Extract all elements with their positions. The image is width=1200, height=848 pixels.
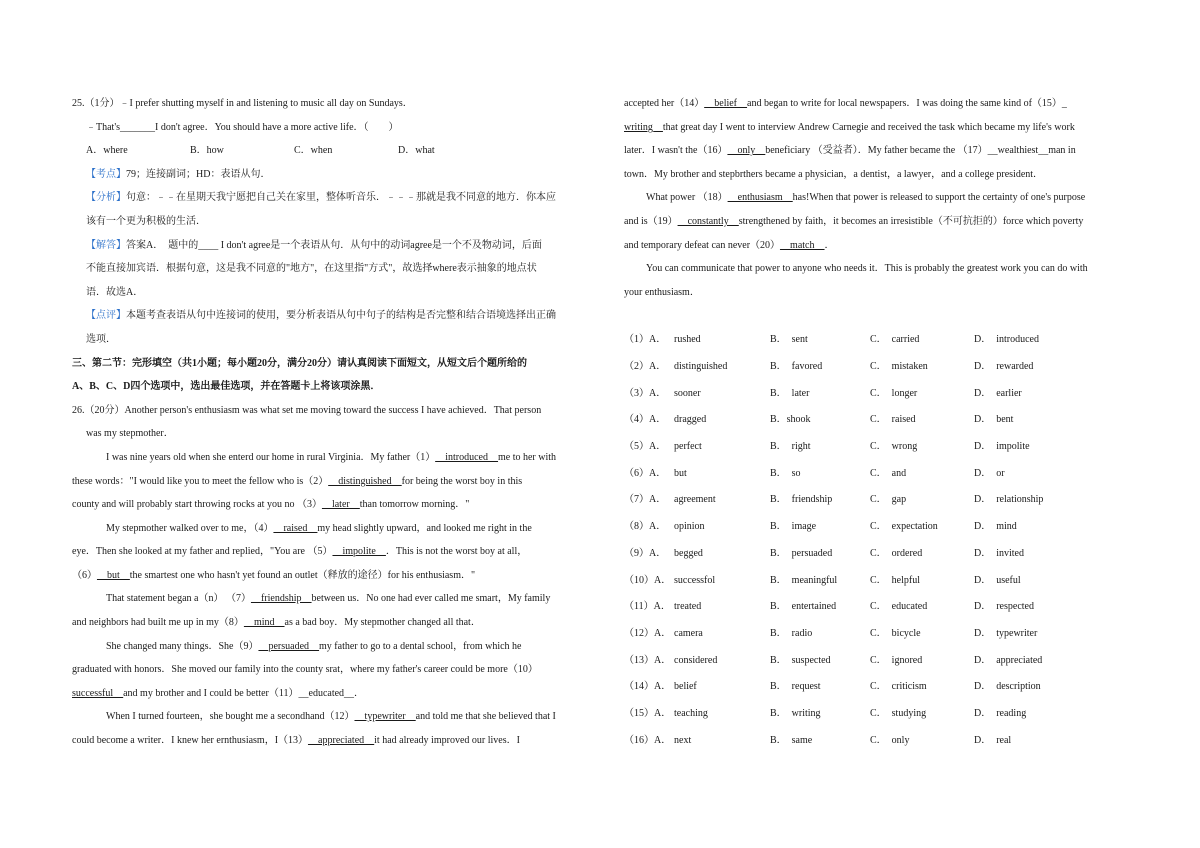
option-a: sooner: [674, 387, 701, 399]
answer-blank: writing__: [624, 121, 663, 133]
kaodian-text: 79；连接副词；HD：表语从句．: [126, 168, 271, 180]
fenxi-text: 句意：﹣﹣在星期天我宁愿把自己关在家里，整体听音乐．﹣﹣﹣那就是我不同意的地方．你本应: [126, 192, 556, 204]
jieda: [72, 234, 590, 258]
q25-stem-line2: ﹣That's_______I don't agree．You should have a more active life．（ ）: [86, 121, 399, 133]
passage-text: beneficiary （受益者）．My father became the （17）__wealthiest__man in: [765, 145, 1076, 157]
option-a: successfol: [674, 574, 716, 586]
passage-text: between us．No one had ever called me smart，My family: [311, 593, 551, 605]
q26-stem: 26.（20分）Another person's enthusiasm was what set me moving toward the success I have achieved．That person: [72, 404, 542, 416]
passage-line: [72, 446, 590, 470]
passage-text: accepted her（14）: [624, 98, 705, 109]
passage-line: [624, 210, 1128, 234]
option-number: （9）A．: [624, 547, 667, 559]
passage-text: your enthusiasm．: [624, 286, 700, 298]
option-d: D． mind: [974, 521, 1017, 533]
passage-text: the smartest one who hasn't yet found an outlet（释放的途径）for his enthusiasm．": [129, 569, 476, 581]
option-d: D． typewriter: [974, 627, 1038, 639]
option-row: [624, 354, 1128, 381]
answer-blank: __distinguished__: [328, 475, 402, 487]
option-number: （1）A．: [624, 334, 667, 346]
passage-line: [624, 92, 1128, 116]
passage-text: these words："I would like you to meet the fellow who is（2）: [72, 475, 329, 487]
option-c: C． educated: [870, 601, 928, 613]
option-c: C． carried: [870, 334, 920, 346]
option-row: [624, 381, 1128, 408]
option-row: [624, 541, 1128, 568]
option-c: C． raised: [870, 414, 916, 426]
answer-blank: __later__: [321, 499, 360, 511]
option-b: B． writing: [770, 707, 821, 719]
option-row: [624, 674, 1128, 701]
option-c: C． only: [870, 734, 910, 746]
passage-line: [72, 540, 590, 564]
passage-line: [624, 281, 1128, 305]
passage-line: [72, 705, 590, 729]
dianping-text: 本题考查表语从句中连接词的使用，要分析表语从句中句子的结构是否完整和结合语境选择出正确: [126, 310, 556, 322]
passage-text: later．I wasn't the（16）: [624, 145, 728, 157]
dianping-line2: 选项．: [86, 333, 116, 345]
option-c: C． helpful: [870, 574, 920, 586]
option-d: D． description: [974, 681, 1041, 693]
option-d: D． introduced: [974, 334, 1039, 346]
answer-blank: __typewriter__: [354, 711, 416, 723]
dianping-tag: 【点评】: [86, 310, 126, 322]
option-row: [624, 434, 1128, 461]
q25-option-d: D．what: [398, 145, 435, 157]
passage-line: [72, 587, 590, 611]
fenxi: [72, 186, 590, 210]
passage-line: [72, 682, 590, 706]
passage-text: （6）: [72, 569, 97, 581]
option-a: camera: [674, 627, 703, 639]
passage-line: [72, 493, 590, 517]
option-d: D． reading: [974, 707, 1027, 719]
jieda-line2: 不能直接加宾语．根据句意，这是我不同意的"地方"，在这里指"方式"，故选择where表示抽象的地点状: [86, 263, 537, 275]
passage-text: eye．Then she looked at my father and replied，"You are （5）: [72, 546, 333, 558]
option-a: but: [674, 467, 687, 479]
answer-blank: __enthusiasm__: [727, 192, 793, 204]
passage-text: and began to write for local newspapers．I was doing the same kind of（15）_: [747, 98, 1067, 109]
passage-text: has!When that power is released to support the certainty of one's purpose: [792, 192, 1086, 204]
option-b: B． right: [770, 441, 811, 453]
option-a: belief: [674, 681, 697, 693]
dianping: [72, 304, 590, 328]
option-b: B． image: [770, 521, 817, 533]
option-number: （11）A．: [624, 601, 671, 613]
left-column: [72, 92, 590, 753]
option-a: rushed: [674, 334, 701, 346]
option-c: C． ordered: [870, 547, 923, 559]
option-number: （5）A．: [624, 441, 667, 453]
passage-text: my head slightly upward，and looked me right in the: [317, 522, 532, 534]
option-c: C． studying: [870, 707, 927, 719]
passage-text: She changed many things．She（9）: [106, 640, 259, 652]
right-passage: [624, 92, 1128, 304]
passage-line: [624, 257, 1128, 281]
option-b: B． radio: [770, 627, 813, 639]
option-c: C． wrong: [870, 441, 918, 453]
answer-blank: __raised__: [273, 522, 318, 534]
option-d: D． relationship: [974, 494, 1044, 506]
option-row: [624, 327, 1128, 354]
passage-text: strengthened by faith，it becomes an irresistible（不可抗拒的）force which poverty: [738, 215, 1084, 227]
option-row: [624, 648, 1128, 675]
option-c: C． and: [870, 467, 907, 479]
option-number: （7）A．: [624, 494, 667, 506]
option-d: D． respected: [974, 601, 1034, 613]
option-d: D． invited: [974, 547, 1024, 559]
options-table: [624, 327, 1128, 754]
passage-text: and neighbors had built me up in my（8）: [72, 617, 244, 629]
passage-text: it had already improved our lives．I: [374, 735, 520, 747]
passage-line: [624, 163, 1128, 187]
jieda-line3: 语．故选A．: [86, 286, 144, 298]
answer-blank: successful__: [72, 687, 124, 699]
passage-text: That statement began a（n） （7）: [106, 593, 251, 605]
passage-text: ．This is not the worst boy at all，: [385, 546, 528, 558]
option-number: （3）A．: [624, 387, 667, 399]
option-c: C． longer: [870, 387, 918, 399]
answer-blank: __persuaded__: [258, 640, 320, 652]
section-heading-line2: A、B、C、D四个选项中，选出最佳选项，并在答题卡上将该项涂黑．: [72, 381, 381, 393]
option-b: B．shook: [770, 414, 811, 426]
option-b: B． suspected: [770, 654, 831, 666]
passage-text: than tomorrow morning．": [359, 499, 470, 511]
option-row: [624, 407, 1128, 434]
passage-text: and temporary defeat can never（20）: [624, 239, 781, 251]
option-a: begged: [674, 547, 703, 559]
passage-text: for being the worst boy in this: [401, 475, 523, 487]
passage-text: When I turned fourteen，she bought me a secondhand（12）: [106, 711, 355, 723]
option-row: [624, 594, 1128, 621]
option-d: D． impolite: [974, 441, 1030, 453]
option-row: [624, 728, 1128, 755]
option-a: next: [674, 734, 692, 746]
option-d: D． earlier: [974, 387, 1022, 399]
section-heading: 三、第二节：完形填空（共1小题；每小题20分，满分20分）请认真阅读下面短文，从短文后个题所给的: [72, 357, 527, 369]
option-number: （13）A．: [624, 654, 672, 666]
option-d: D． rewarded: [974, 361, 1034, 373]
option-b: B． so: [770, 467, 801, 479]
passage-line: [72, 729, 590, 753]
q25-options: [72, 139, 590, 163]
option-b: B． meaningful: [770, 574, 838, 586]
passage-text: and is（19）: [624, 215, 678, 227]
left-passage: [72, 446, 590, 753]
fenxi-line2: 该有一个更为积极的生活．: [86, 215, 206, 227]
passage-line: [624, 234, 1128, 258]
passage-line: [72, 658, 590, 682]
passage-text: as a bad boy．My stepmother changed all that．: [284, 617, 481, 629]
option-a: perfect: [674, 441, 702, 453]
passage-text: and told me that she believed that I: [415, 711, 556, 723]
q25-option-b: B．how: [190, 145, 224, 157]
q25-option-c: C．when: [294, 145, 333, 157]
option-row: [624, 701, 1128, 728]
passage-text: me to her with: [498, 451, 557, 463]
passage-line: [624, 116, 1128, 140]
option-number: （2）A．: [624, 361, 667, 373]
option-number: （15）A．: [624, 707, 672, 719]
answer-blank: __friendship__: [250, 593, 312, 605]
option-number: （8）A．: [624, 521, 667, 533]
passage-line: [72, 564, 590, 588]
option-a: considered: [674, 654, 718, 666]
option-a: opinion: [674, 521, 705, 533]
option-a: teaching: [674, 707, 708, 719]
answer-blank: __introduced__: [435, 451, 498, 463]
option-row: [624, 461, 1128, 488]
answer-blank: __only__: [727, 145, 766, 157]
passage-text: You can communicate that power to anyone who needs it．This is probably the greatest work you can do with: [646, 263, 1088, 275]
option-b: B． sent: [770, 334, 808, 346]
answer-blank: __impolite__: [332, 546, 386, 558]
passage-text: and my brother and I could be better（11）__educated__．: [123, 687, 365, 699]
jieda-tag: 【解答】: [86, 239, 126, 251]
q25-stem: 25.（1分）﹣I prefer shutting myself in and listening to music all day on Sundays．: [72, 98, 413, 109]
answer-blank: __match__: [780, 239, 825, 251]
option-number: （12）A．: [624, 627, 672, 639]
option-b: B． persuaded: [770, 547, 833, 559]
passage-text: my father to go to a dental school，from which he: [319, 640, 522, 652]
q26-stem-line2: was my stepmother．: [86, 428, 174, 440]
option-b: B． entertained: [770, 601, 837, 613]
option-a: agreement: [674, 494, 716, 506]
answer-blank: __appreciated__: [308, 735, 375, 747]
answer-blank: __but__: [97, 569, 130, 581]
option-d: D． real: [974, 734, 1012, 746]
jieda-text: 答案A． 题中的____ I don't agree是一个表语从句．从句中的动词agree是一个不及物动词，后面: [126, 239, 542, 251]
passage-text: that great day I went to interview Andrew Carnegie and received the task which became my life's work: [662, 121, 1075, 133]
answer-blank: __constantly__: [677, 215, 739, 227]
option-number: （14）A．: [624, 681, 672, 693]
option-b: B． same: [770, 734, 813, 746]
passage-line: [72, 517, 590, 541]
option-number: （6）A．: [624, 467, 667, 479]
option-b: B． later: [770, 387, 810, 399]
answer-blank: __mind__: [243, 617, 285, 629]
option-row: [624, 568, 1128, 595]
option-c: C． gap: [870, 494, 907, 506]
option-a: treated: [674, 601, 702, 613]
kaodian: [72, 163, 590, 187]
option-row: [624, 487, 1128, 514]
option-b: B． request: [770, 681, 821, 693]
option-d: D． appreciated: [974, 654, 1043, 666]
passage-text: My stepmother walked over to me，（4）: [106, 522, 274, 534]
option-number: （4）A．: [624, 414, 667, 426]
passage-text: ．: [824, 239, 835, 251]
passage-text: county and will probably start throwing rocks at you no （3）: [72, 499, 322, 511]
option-d: D． useful: [974, 574, 1021, 586]
option-c: C． mistaken: [870, 361, 928, 373]
option-c: C． expectation: [870, 521, 938, 533]
option-a: dragged: [674, 414, 707, 426]
right-column: [624, 92, 1128, 754]
q25-option-a: A．where: [86, 145, 128, 157]
option-c: C． ignored: [870, 654, 923, 666]
passage-line: [72, 611, 590, 635]
kaodian-tag: 【考点】: [86, 168, 126, 180]
option-d: D． or: [974, 467, 1005, 479]
passage-line: [624, 186, 1128, 210]
option-b: B． friendship: [770, 494, 833, 506]
option-b: B． favored: [770, 361, 823, 373]
option-row: [624, 621, 1128, 648]
option-row: [624, 514, 1128, 541]
passage-line: [624, 139, 1128, 163]
passage-text: could become a writer．I knew her ernthusiasm，I（13）: [72, 735, 309, 747]
option-number: （10）A．: [624, 574, 672, 586]
passage-line: [72, 635, 590, 659]
option-a: distinguished: [674, 361, 728, 373]
passage-text: What power （18）: [646, 192, 728, 204]
passage-text: town．My brother and stepbrthers became a physician，a dentist，a lawyer，and a college president．: [624, 168, 1044, 180]
option-number: （16）A．: [624, 734, 672, 746]
answer-blank: __belief__: [704, 98, 748, 109]
option-d: D． bent: [974, 414, 1014, 426]
passage-line: [72, 470, 590, 494]
option-c: C． bicycle: [870, 627, 921, 639]
passage-text: graduated with honors．She moved our family into the county srat，where my father's career could be more（10）: [72, 664, 538, 676]
option-c: C． criticism: [870, 681, 927, 693]
fenxi-tag: 【分析】: [86, 192, 126, 204]
passage-text: I was nine years old when she enterd our home in rural Virginia．My father（1）: [106, 451, 436, 463]
